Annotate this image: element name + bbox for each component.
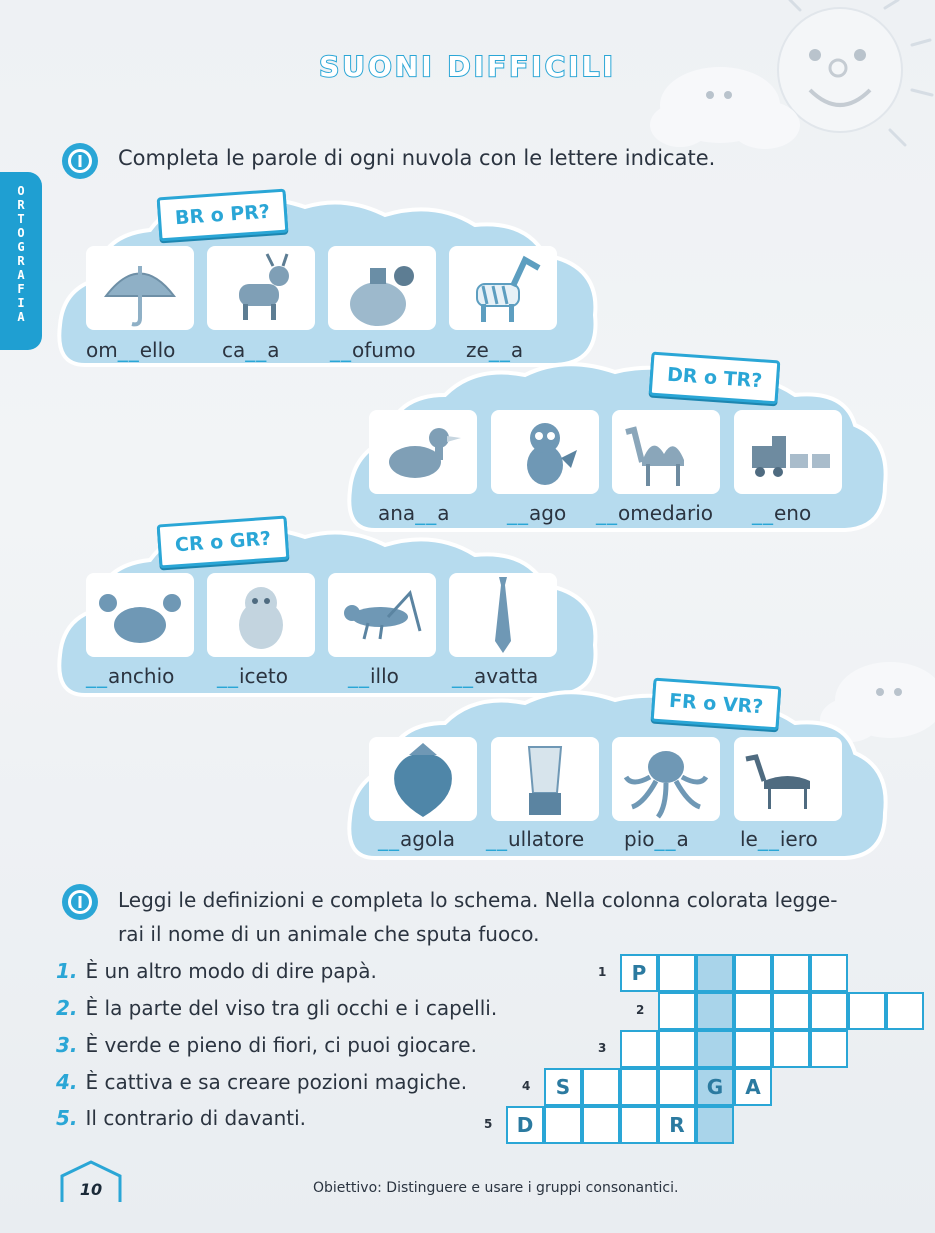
word-blank: __ago [507,501,567,525]
picture-card [449,573,557,657]
exercise2-instruction-line2: rai il nome di un animale che sputa fuoco. [118,922,540,946]
crossword-cell[interactable] [772,1030,810,1068]
picture-card [734,737,842,821]
definition-item: 1. È un altro modo di dire papà. [56,959,377,983]
umbrella-icon [86,246,194,330]
crossword-cell[interactable] [886,992,924,1030]
dragon-icon [491,410,599,494]
crossword-cell[interactable] [810,954,848,992]
sun-cloud-decoration [650,0,935,170]
crossword-cell[interactable] [696,1106,734,1144]
camel-icon [612,410,720,494]
greyhound-icon [734,737,842,821]
word-blank: le__iero [740,827,818,851]
crossword-cell[interactable] [810,992,848,1030]
crossword-cell[interactable] [658,954,696,992]
crossword-cell[interactable] [734,1030,772,1068]
picture-card [612,410,720,494]
word-blank: ana__a [378,501,450,525]
picture-card [86,573,194,657]
word-blank: pio__a [624,827,689,851]
crossword-row-number: 2 [636,1003,645,1017]
strawberry-icon [369,737,477,821]
cricket-icon [328,573,436,657]
crossword-row-number: 5 [484,1117,493,1131]
crossword-row-number: 1 [598,965,607,979]
group-tag-dr-tr: DR o TR? [649,352,781,405]
crossword-cell[interactable]: P [620,954,658,992]
crossword-cell[interactable] [734,954,772,992]
train-icon [734,410,842,494]
word-blank: __ullatore [486,827,585,851]
crossword-cell[interactable] [658,1030,696,1068]
picture-card [491,737,599,821]
octopus-icon [612,737,720,821]
word-blank: __illo [348,664,399,688]
word-blank: __eno [752,501,812,525]
exercise-badge-icon [60,141,100,181]
picture-card [449,246,557,330]
crossword-cell[interactable] [620,1106,658,1144]
definition-item: 3. È verde e pieno di fiori, ci puoi giocare. [56,1033,477,1057]
hamster-icon [207,573,315,657]
crossword-row-number: 4 [522,1079,531,1093]
word-blank: ca__a [222,338,280,362]
crossword-cell[interactable]: D [506,1106,544,1144]
word-blank: __agola [378,827,455,851]
blender-icon [491,737,599,821]
crossword-cell[interactable]: G [696,1068,734,1106]
picture-card [86,246,194,330]
crossword-cell[interactable] [848,992,886,1030]
crossword-cell[interactable]: S [544,1068,582,1106]
picture-card [491,410,599,494]
crab-icon [86,573,194,657]
crossword-cell[interactable] [696,1030,734,1068]
side-tab-label: O R T O G R A F I A [17,184,25,324]
zebra-icon [449,246,557,330]
exercise1-instruction: Completa le parole di ogni nuvola con le lettere indicate. [118,146,716,170]
page-number: 10 [79,1180,103,1199]
crossword-cell[interactable] [544,1106,582,1144]
perfume-icon [328,246,436,330]
word-blank: om__ello [86,338,176,362]
crossword-cell[interactable] [582,1106,620,1144]
word-blank: __avatta [452,664,539,688]
crossword-row-number: 3 [598,1041,607,1055]
word-blank: __omedario [596,501,713,525]
word-blank: __anchio [86,664,175,688]
word-blank: ze__a [466,338,524,362]
crossword-cell[interactable] [772,992,810,1030]
exercise-badge-icon [60,882,100,922]
group-tag-cr-gr: CR o GR? [157,516,290,569]
crossword-cell[interactable] [582,1068,620,1106]
picture-card [369,410,477,494]
picture-card [369,737,477,821]
crossword-cell[interactable] [658,1068,696,1106]
crossword-cell[interactable] [772,954,810,992]
picture-card [207,246,315,330]
footer-objective: Obiettivo: Distinguere e usare i gruppi consonantici. [313,1180,679,1196]
crossword-cell[interactable] [696,954,734,992]
picture-card [328,573,436,657]
exercise2-instruction-line1: Leggi le definizioni e completa lo schema. Nella colonna colorata legge- [118,888,838,912]
picture-card [734,410,842,494]
crossword-cell[interactable]: A [734,1068,772,1106]
word-blank: __ofumo [330,338,416,362]
crossword-cell[interactable] [734,992,772,1030]
group-tag-fr-vr: FR o VR? [651,678,782,731]
crossword-cell[interactable]: R [658,1106,696,1144]
definition-item: 4. È cattiva e sa creare pozioni magiche. [56,1070,468,1094]
section-side-tab [0,172,42,350]
page-title: SUONI DIFFICILI [319,50,616,83]
picture-card [328,246,436,330]
crossword-cell[interactable] [696,992,734,1030]
crossword-cell[interactable] [620,1068,658,1106]
definition-item: 5. Il contrario di davanti. [56,1106,307,1130]
group-tag-br-pr: BR o PR? [157,189,289,242]
picture-card [207,573,315,657]
definition-item: 2. È la parte del viso tra gli occhi e i capelli. [56,996,498,1020]
word-blank: __iceto [217,664,288,688]
crossword-cell[interactable] [620,1030,658,1068]
picture-card [612,737,720,821]
crossword-cell[interactable] [658,992,696,1030]
duck-icon [369,410,477,494]
tie-icon [449,573,557,657]
crossword-cell[interactable] [810,1030,848,1068]
goat-icon [207,246,315,330]
